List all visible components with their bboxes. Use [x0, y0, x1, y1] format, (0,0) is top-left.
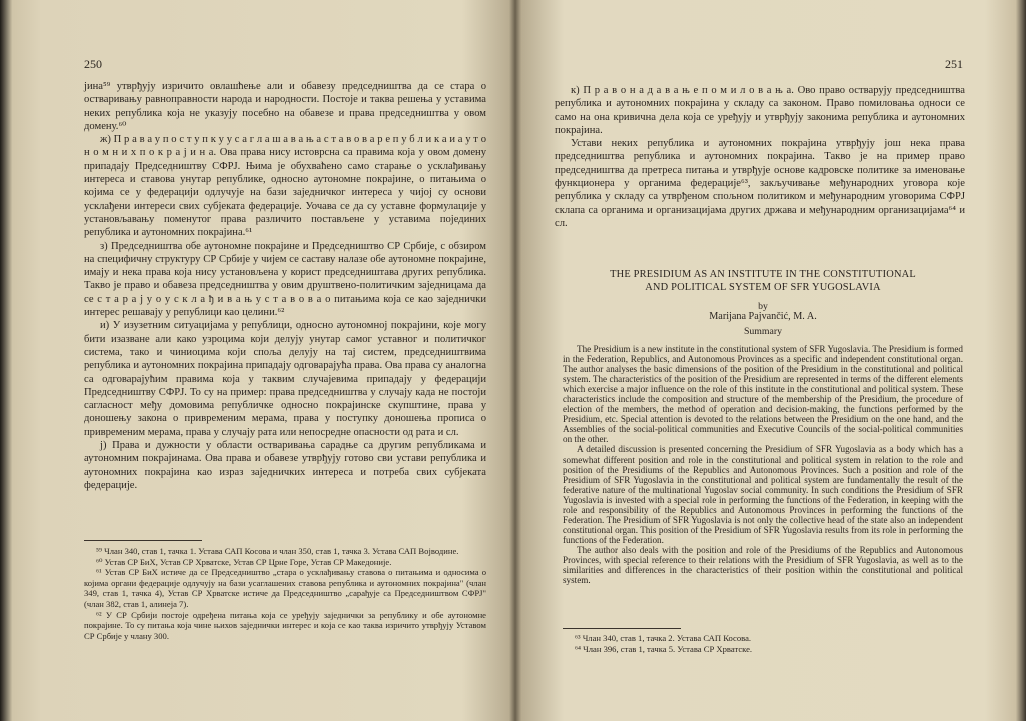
summary-heading: Summary	[743, 326, 783, 337]
footnote-rule	[84, 540, 202, 541]
footnote: ⁶⁰ Устав СР БиХ, Устав СР Хрватске, Устав СР Црне Горе, Устав СР Македоније.	[96, 556, 392, 567]
page-number: 251	[945, 57, 963, 71]
paragraph: ж) П р а в а у п о с т у п к у у с а г л а ш а в а њ а с т а в о в а р е п у б л и к а и а у т о н о м н и х п о к р а ј и н а. Ова права нису истоврсна са правима која у овом домену припадају Председништву СФРЈ. Њима је обухваћено само старање о усклађивању интереса и ставова унутар републике, односно аутономне покрајине, о питањима о којима се у федерацији одлучује на бази заједничког интереса у чијој су основи усклађени интереси свих субјеката федерације. Уочава се да су уставне формулације у установљавању поменутог права различито постављене у уставима појединих република и аутономних покрајина.⁶¹	[84, 134, 486, 239]
footnote-rule	[563, 628, 681, 629]
paragraph: з) Председништва обе аутономне покрајине и Председништво СР Србије, с обзиром на специфичну структуру СР Србије у чијем се саставу налазе обе аутономне покрајине, имају и нека права која нису установљена у корист председништава других република. Такво је право и обавеза председништва у овим друштвено-политичким заједницама да се с т а р а ј у о у с к л а ђ и в а њ у с т а в о в а о питањима која се као заједнички интерес решавају у републици као целини.⁶²	[84, 240, 486, 319]
summary-by: by	[758, 301, 768, 312]
summary-title-line: THE PRESIDIUM AS AN INSTITUTE IN THE CONSTITUTIONAL	[610, 269, 916, 280]
summary-title-line: AND POLITICAL SYSTEM OF SFR YUGOSLAVIA	[645, 282, 881, 293]
footnotes	[84, 546, 486, 641]
body-text	[84, 80, 486, 492]
right-page	[513, 0, 1026, 721]
summary-paragraph: A detailed discussion is presented concerning the Presidium of SFR Yugoslavia as a body which has a somewhat different position and role in the constitutional and political system in relation to the role and position of the Presidiums of the Republics and Autonomous Provinces. Such a position and role of the Presidium of SFR Yugoslavia in the constitutional and political system are fundamentally the result of the federative nature of the multinational Yugoslav social community. In such conditions the Presidium of SFR Yugoslavia is invested with a special role in performing the functions of the Federation, in keeping with the role and responsibility of the Republics and Autonomous Provinces in performing the functions of the Federation. The Presidium of SFR Yugoslavia is not only the collective head of the state also an independent constitutional organ. This position of the Presidium of SFR Yugoslavia results from its role in performing the functions of the Federation.	[563, 444, 963, 545]
footnote: ⁶² У СР Србији постоје одређена питања која се уређују заједнички за републику и обе аутономне покрајине. То су питања која чине њихов заједнички интерес и која се као таква изричито утврђују Уставом СР Србије у члану 300.	[84, 609, 486, 641]
summary-author: Marijana Pajvančić, M. A.	[709, 311, 817, 322]
summary-text	[563, 344, 963, 585]
paragraph: к) П р а в о н а д а в а њ е п о м и л о в а њ а. Ово право остварују председништва република и аутономних покрајина у складу са законом. Право помиловања односи се само на она кривична дела која се уређују и утврђују законима република и аутономних покрајина.	[555, 85, 965, 136]
paragraph: и) У изузетним ситуацијама у републици, односно аутономној покрајини, које могу бити изазване али како узроцима који делују унутар самог уставног и политичког система, тако и чиниоцима који споља делују на тај систем, председништвима република и аутономних покрајина припадају одговарајућа права. Ова права су аналогна са одговарајућим правима која у таквим случајевима припадају у федерацији Председништву СФРЈ. То су на пример: права председништва у случају када не постоји сагласност међу домовима републичке односно покрајинске скупштине, права у доношењу закона о привременим мерама, права у поступку доношења прописа о привременим мерама, права у случају рата или непосредне опасности од рата и сл.	[84, 320, 486, 438]
summary-paragraph: The Presidium is a new institute in the constitutional system of SFR Yugoslavia. The Presidium is formed in the Federation, Republics, and Autonomous Provinces as a specific and independent constitutional organ. The author analyses the basic dimensions of the position of the Presidium in the constitutional and political system. The characteristics of the position of the Presidium are represented in terms of the different elements which exercise a major influence on the role of this institute in the constitutional and political system. These characteristics include the composition and structure of the membership of the Presidium, the procedure of election of the members, the method of operation and decision-making, the functions performed by the Presidium, etc. Special attention is devoted to the relations between the Presidium on the one hand, and the Assemblies of the social-political communities and Executive Councils of the social-political communities on the other.	[563, 344, 963, 445]
page-number: 250	[84, 57, 102, 71]
footnote: ⁵⁹ Члан 340, став 1, тачка 1. Устава САП Косова и члан 350, став 1, тачка 3. Устава САП Војводине.	[96, 546, 459, 556]
paragraph: Устави неких република и аутономних покрајина утврђују још нека права председништва република и аутономних покрајина. Такво је на пример право председништва да претреса питања и утврђује основе кадровске политике за именовање функционера у органима федерације⁶³, закључивање међународних уговора које република у складу са утврђеном спољном политиком и међународним уговорима СФРЈ склапа са органима и организацијама других држава и међународним организацијама⁶⁴ и сл.	[555, 138, 965, 229]
paragraph: ј) Права и дужности у области остваривања сарадње са другим републикама и аутономним покрајинама. Ова права и обавезе утврђују готово сви устави република и аутономних покрајина као израз заједничких интереса и потреба свих субјеката федерације.	[84, 440, 486, 491]
summary-title	[563, 268, 963, 294]
footnote: ⁶³ Члан 340, став 1, тачка 2. Устава САП Косова.	[575, 633, 752, 643]
footnote: ⁶¹ Устав СР БиХ истиче да се Председништво „стара о усклађивању ставова о питањима и односима о којима органи федерације одлучују на бази усаглашених ставова република и аутономних покрајина" (члан 349, став 1, тачка 4), Устав СР Хрватске истиче да Председништво „сарађује са Председништвом СФРЈ" (члан 382, став 1, алинеја 7).	[84, 567, 486, 609]
paragraph: јина⁵⁹ утврђују изричито овлашћење али и обавезу председништва да се стара о остваривању равноправности народа и народности. Постоје и таква решења у уставима неких република која не указују посебно на обавезе и права председништва у овом домену.⁶⁰	[84, 81, 486, 132]
footnotes	[563, 633, 963, 654]
summary-paragraph: The author also deals with the position and role of the Presidiums of the Republics and Autonomous Provinces, with special reference to their relations with the Presidium of SFR Yugoslavia, as well as to the similarities and differences in the characteristics of their position within the constitutional and political system.	[563, 544, 963, 586]
footnote: ⁶⁴ Члан 396, став 1, тачка 5. Устава СР Хрватске.	[575, 643, 753, 654]
body-text	[555, 84, 965, 230]
